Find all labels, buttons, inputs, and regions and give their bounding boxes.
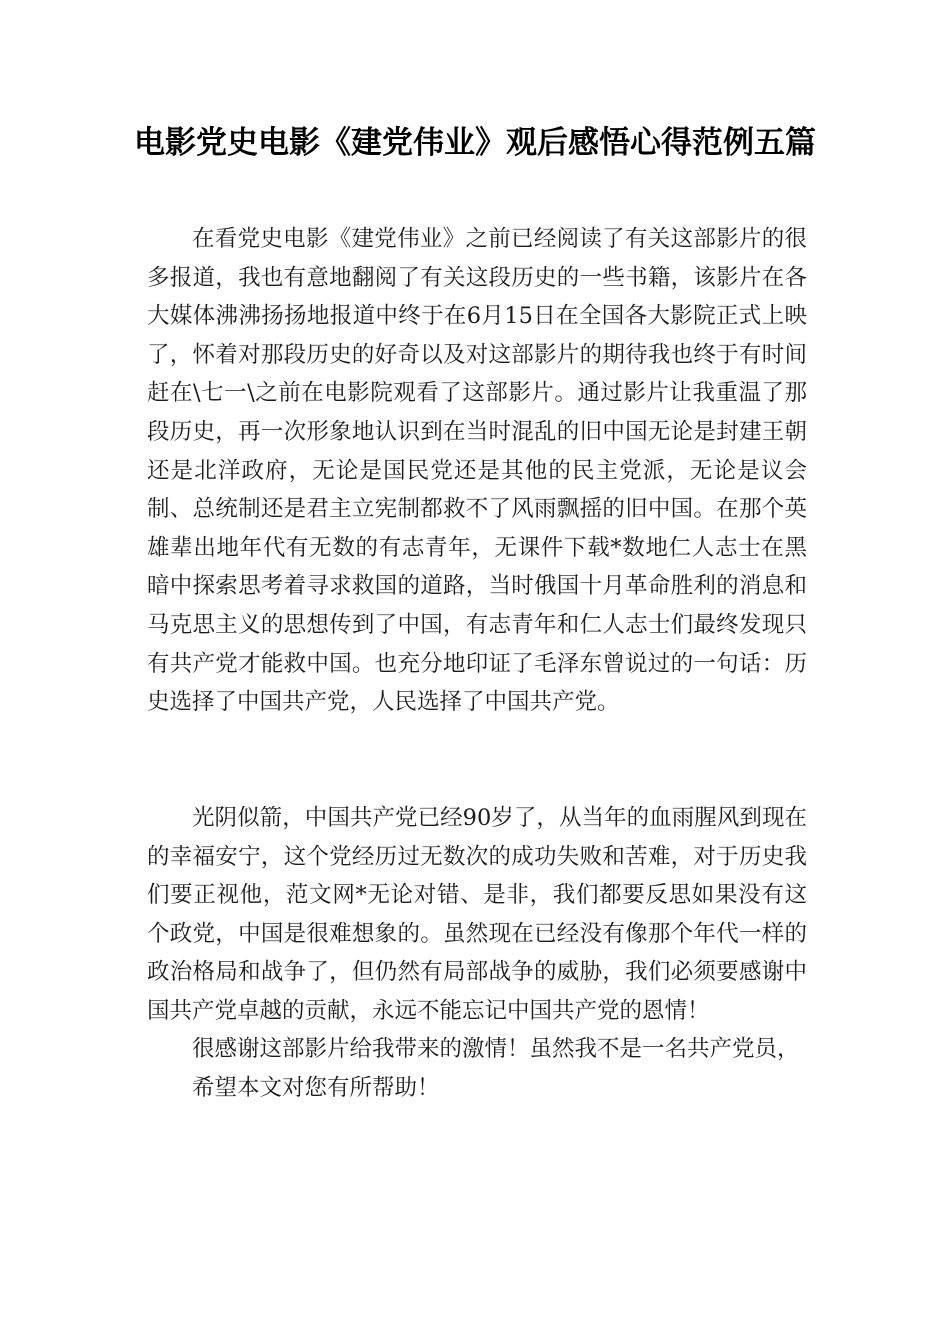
paragraph-1: 在看党史电影《建党伟业》之前已经阅读了有关这部影片的很多报道，我也有意地翻阅了有关这段历史的一些书籍，该影片在各大媒体沸沸扬扬地报道中终于在6月15日在全国各大影院正式上映了，怀着对那段历史的好奇以及对这部影片的期待我也终于有时间赶在\七一\之前在电影院观看了这部影片。通过影片让我重温了那段历史，再一次形象地认识到在当时混乱的旧中国无论是封建王朝还是北洋政府，无论是国民党还是其他的民主党派，无论是议会制、总统制还是君主立宪制都救不了风雨飘摇的旧中国。在那个英雄辈出地年代有无数的有志青年，无课件下载*数地仁人志士在黑暗中探索思考着寻求救国的道路，当时俄国十月革命胜利的消息和马克思主义的思想传到了中国，有志青年和仁人志士们最终发现只有共产党才能救中国。也充分地印证了毛泽东曾说过的一句话：历史选择了中国共产党，人民选择了中国共产党。 — [147, 226, 807, 716]
paragraph-2: 光阴似箭，中国共产党已经90岁了，从当年的血雨腥风到现在的幸福安宁，这个党经历过无数次的成功失败和苦难，对于历史我们要正视他，范文网*无论对错、是非，我们都要反思如果没有这个政党，中国是很难想象的。虽然现在已经没有像那个年代一样的政治格局和战争了，但仍然有局部战争的威胁，我们必须要感谢中国共产党卓越的贡献，永远不能忘记中国共产党的恩情！ — [147, 804, 807, 1024]
paragraph-4: 希望本文对您有所帮助！ — [192, 1075, 440, 1102]
paragraph-spacer — [147, 722, 807, 761]
document-title: 电影党史电影《建党伟业》观后感悟心得范例五篇 — [134, 125, 816, 161]
paragraph-3: 很感谢这部影片给我带来的激情！虽然我不是一名共产党员， — [192, 1036, 800, 1063]
document-body — [147, 220, 807, 1108]
paragraph-spacer — [147, 760, 807, 799]
